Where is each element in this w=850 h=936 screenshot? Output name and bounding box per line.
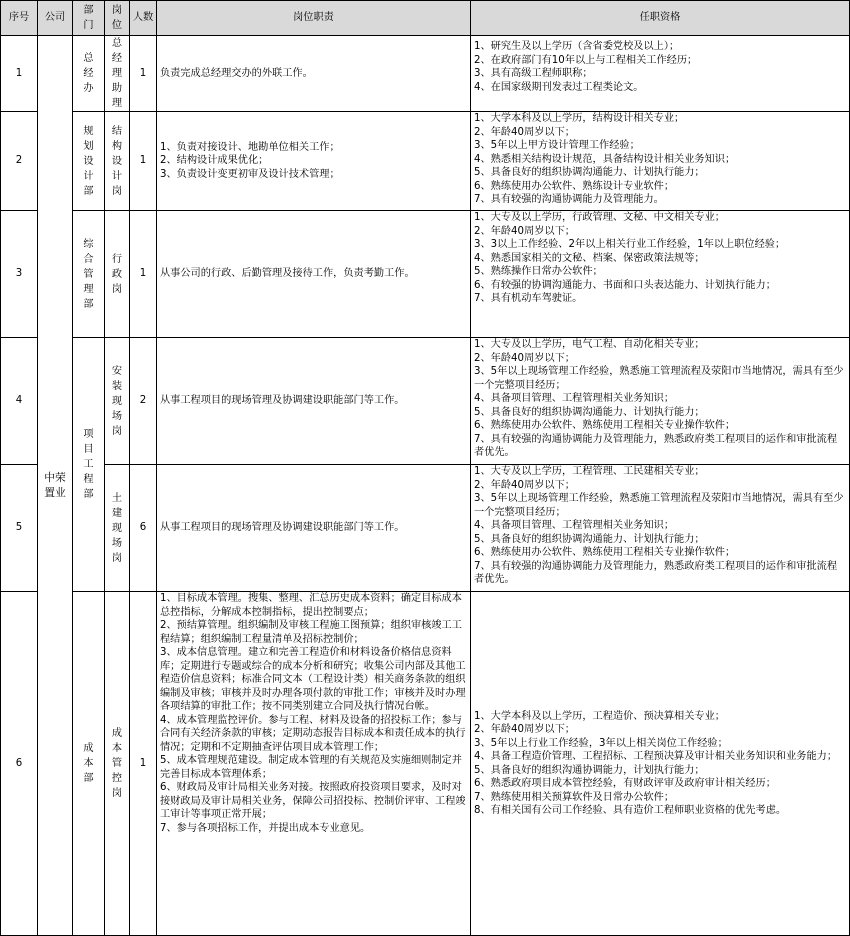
qual-cell: 1、大学本科及以上学历，工程造价、预决算相关专业； 2、年龄40周岁以下； 3、5年以上行业工作经验，3年以上相关岗位工作经验； 4、具备工程造价管理、工程招标、工程预决算及审计相关业务知识和业务能力； 5、具备良好的组织沟通协调能力，计划执行能力； 6、熟悉政府项目成本管控经验，有财政评审及政府审计相关经历； 7、熟练使用相关预算软件及日常办公软件； 8、有相关国有公司工作经验、具有造价工程师职业资格的优先考虑。 (471, 592, 850, 936)
header-company: 公司 (38, 1, 73, 36)
table-row (1, 338, 850, 465)
header-qual: 任职资格 (471, 1, 850, 36)
count-cell: 6 (130, 465, 157, 592)
table-row (1, 211, 850, 338)
dept-cell: 成本部 (73, 592, 105, 936)
company-cell: 中荣置业 (38, 36, 73, 936)
post-cell: 土建现场岗 (105, 465, 130, 592)
table-row (1, 592, 850, 936)
seq-cell: 5 (1, 465, 38, 592)
dept-cell: 综合管理部 (73, 211, 105, 338)
count-cell: 1 (130, 112, 157, 211)
qual-cell: 1、大学本科及以上学历，结构设计相关专业； 2、年龄40周岁以下； 3、5年以上甲方设计管理工作经验； 4、熟悉相关结构设计规范，具备结构设计相关业务知识； 5、具备良好的组织协调沟通能力、计划执行能力； 6、熟练使用办公软件、熟练设计专业软件； 7、具有较强的沟通协调能力及管理能力。 (471, 112, 850, 211)
seq-cell: 1 (1, 36, 38, 112)
count-cell: 1 (130, 592, 157, 936)
seq-cell: 2 (1, 112, 38, 211)
qual-cell: 1、大专及以上学历，电气工程、自动化相关专业； 2、年龄40周岁以下； 3、5年以上现场管理工作经验，熟悉施工管理流程及荥阳市当地情况，需具有至少一个完整项目经历； 4、具备项目管理、工程管理相关业务知识； 5、具备良好的组织协调沟通能力、计划执行能力； 6、熟练使用办公软件、熟练使用工程相关专业操作软件； 7、具有较强的沟通协调能力及管理能力，熟悉政府类工程项目的运作和审批流程者优先。 (471, 338, 850, 465)
table-row (1, 36, 850, 112)
post-cell: 成本管控岗 (105, 592, 130, 936)
qual-cell: 1、研究生及以上学历（含省委党校及以上）； 2、在政府部门有10年以上与工程相关工作经历； 3、具有高级工程师职称； 4、在国家级期刊发表过工程类论文。 (471, 36, 850, 112)
header-dept: 部门 (73, 1, 105, 36)
header-post: 岗位 (105, 1, 130, 36)
resp-cell: 从事工程项目的现场管理及协调建设职能部门等工作。 (157, 338, 471, 465)
post-cell: 结构设计岗 (105, 112, 130, 211)
post-cell: 总经理助理 (105, 36, 130, 112)
resp-cell: 负责完成总经理交办的外联工作。 (157, 36, 471, 112)
qual-cell: 1、大专及以上学历，工程管理、工民建相关专业； 2、年龄40周岁以下； 3、5年以上现场管理工作经验，熟悉施工管理流程及荥阳市当地情况，需具有至少一个完整项目经历； 4、具备项目管理、工程管理相关业务知识； 5、具备良好的组织协调沟通能力、计划执行能力； 6、熟练使用办公软件、熟练使用工程相关专业操作软件； 7、具有较强的沟通协调能力及管理能力，熟悉政府类工程项目的运作和审批流程者优先。 (471, 465, 850, 592)
table-row (1, 465, 850, 592)
resp-cell: 从事工程项目的现场管理及协调建设职能部门等工作。 (157, 465, 471, 592)
header-resp: 岗位职责 (157, 1, 471, 36)
table-row (1, 112, 850, 211)
seq-cell: 4 (1, 338, 38, 465)
count-cell: 1 (130, 36, 157, 112)
header-seq: 序号 (1, 1, 38, 36)
dept-cell: 项目工程部 (73, 338, 105, 592)
post-cell: 行政岗 (105, 211, 130, 338)
post-cell: 安装现场岗 (105, 338, 130, 465)
count-cell: 1 (130, 211, 157, 338)
header-count: 人数 (130, 1, 157, 36)
header-row (1, 1, 850, 36)
qual-cell: 1、大专及以上学历，行政管理、文秘、中文相关专业； 2、年龄40周岁以下； 3、3以上工作经验、2年以上相关行业工作经验，1年以上职位经验； 4、熟悉国家相关的文秘、档案、保密政策法规等； 5、熟练操作日常办公软件； 6、有较强的协调沟通能力、书面和口头表达能力、计划执行能力； 7、具有机动车驾驶证。 (471, 211, 850, 338)
count-cell: 2 (130, 338, 157, 465)
resp-cell: 从事公司的行政、后勤管理及接待工作，负责考勤工作。 (157, 211, 471, 338)
seq-cell: 3 (1, 211, 38, 338)
resp-cell: 1、负责对接设计、地勘单位相关工作； 2、结构设计成果优化； 3、负责设计变更初审及设计技术管理； (157, 112, 471, 211)
dept-cell: 总经办 (73, 36, 105, 112)
dept-cell: 规划设计部 (73, 112, 105, 211)
seq-cell: 6 (1, 592, 38, 936)
resp-cell: 1、目标成本管理。搜集、整理、汇总历史成本资料；确定目标成本总控指标，分解成本控制指标，提出控制要点； 2、预结算管理。组织编制及审核工程施工图预算；组织审核竣工工程结算；组织编制工程量清单及招标控制价； 3、成本信息管理。建立和完善工程造价和材料设备价格信息资料库；定期进行专题或综合的成本分析和研究；收集公司内部及其他工程造价信息资料；标准合同文本（工程设计类）相关商务条款的组织编制及审核；审核并及时办理各项付款的审批工作；审核并及时办理各项结算的审批工作；按不同类别建立合同及执行情况台帐。 4、成本管理监控评价。参与工程、材料及设备的招投标工作；参与合同有关经济条款的审核；定期动态报告目标成本和责任成本的执行情况；定期和不定期抽查评估项目成本管理工作； 5、成本管理规范建设。制定成本管理的有关规范及实施细则制定并完善目标成本管理体系； 6、财政局及审计局相关业务对接。按照政府投资项目要求，及时对接财政局及审计局相关业务，保障公司招投标、控制价评审、工程竣工审计等事项正常开展； 7、参与各项招标工作，并提出成本专业意见。 (157, 592, 471, 936)
